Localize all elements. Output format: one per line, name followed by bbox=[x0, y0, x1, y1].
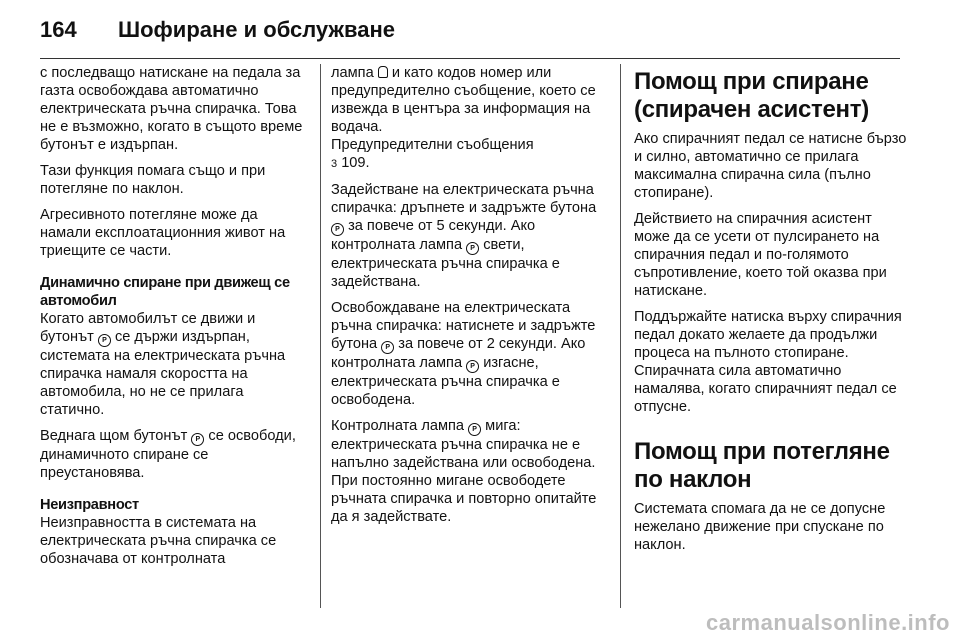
parking-brake-icon: P bbox=[381, 341, 394, 354]
parking-brake-icon: P bbox=[468, 423, 481, 436]
column-2 bbox=[331, 64, 607, 534]
paragraph: Когато автомобилът се движи и бутонът P се държи издърпан, системата на електрическата ръчна спирачка намаля скоростта на автомобила, но не се прилага статично. bbox=[40, 311, 286, 418]
parking-brake-icon: P bbox=[191, 433, 204, 446]
paragraph: Системата спомага да не се допусне нежелано движение при спускане по наклон. bbox=[634, 501, 886, 553]
parking-brake-icon: P bbox=[331, 223, 344, 236]
paragraph: лампа и като кодов номер или предупредително съобщение, което се извежда в центъра за информация на водача. bbox=[331, 65, 596, 135]
page-title: Шофиране и обслужване bbox=[118, 17, 396, 42]
paragraph: Ако спирачният педал се натисне бързо и силно, автоматично се прилага максимална спирачна сила (пълно стопиране). bbox=[634, 131, 907, 201]
watermark: carmanualsonline.info bbox=[706, 610, 950, 635]
paragraph: Поддържайте натиска върху спирачния педал докато желаете да продължи процеса на пълното стопиране. Спирачната сила автоматично намалява, когато спирачният педал се отпусне. bbox=[634, 309, 902, 415]
warning-lamp-icon bbox=[378, 66, 388, 78]
header-rule bbox=[40, 58, 900, 59]
reference-arrow-icon: 3 bbox=[331, 158, 338, 170]
parking-brake-icon: P bbox=[466, 360, 479, 373]
paragraph: Веднага щом бутонът P се освободи, динамичното спиране се преустановява. bbox=[40, 428, 296, 481]
column-divider-1 bbox=[320, 64, 321, 608]
column-divider-2 bbox=[620, 64, 621, 608]
column-1 bbox=[40, 64, 308, 576]
paragraph: с последващо натискане на педала за газта освобождава автоматично електрическата ръчна спирачка. Това не е възможно, когато в същото време бутонът е издърпан. bbox=[40, 65, 303, 153]
heading-brake-assist: Помощ при спиране (спирачен асистент) bbox=[634, 68, 869, 123]
heading-hill-start-assist: Помощ при потегляне по наклон bbox=[634, 438, 890, 493]
paragraph: Тази функция помага също и при потегляне по наклон. bbox=[40, 163, 266, 197]
parking-brake-icon: P bbox=[98, 334, 111, 347]
parking-brake-icon: P bbox=[466, 242, 479, 255]
cross-reference: Предупредителни съобщения 3 109. bbox=[331, 137, 534, 171]
paragraph: Контролната лампа P мига: електрическата ръчна спирачка не е напълно задействана или освободена. При постоянно мигане освободете ръчната спирачка и повторно опитайте да я задействате. bbox=[331, 418, 597, 525]
paragraph: Действието на спирачния асистент може да се усети от пулсирането на спирачния педал и по-голямото съпротивление, което той оказва при натискане. bbox=[634, 211, 887, 299]
paragraph: Неизправността в системата на електрическата ръчна спирачка се обозначава от контролната bbox=[40, 515, 277, 567]
page-number: 164 bbox=[40, 17, 77, 42]
paragraph: Освобождаване на електрическата ръчна спирачка: натиснете и задръжте бутона P за повече от 2 секунди. Ако контролната лампа P изгасне, електрическата ръчна спирачка е освободена. bbox=[331, 300, 596, 408]
page-header bbox=[40, 10, 395, 50]
paragraph: Агресивното потегляне може да намали експлоатационния живот на триещите се части. bbox=[40, 207, 286, 259]
paragraph: Задействане на електрическата ръчна спирачка: дръпнете и задръжте бутона P за повече от 5 секунди. Ако контролната лампа P свети, електрическата ръчна спирачка е задействана. bbox=[331, 182, 597, 290]
subheading-dynamic-braking: Динамично спиране при движещ се автомобил bbox=[40, 275, 290, 309]
subheading-malfunction: Неизправност bbox=[40, 497, 139, 513]
column-3 bbox=[634, 64, 910, 562]
